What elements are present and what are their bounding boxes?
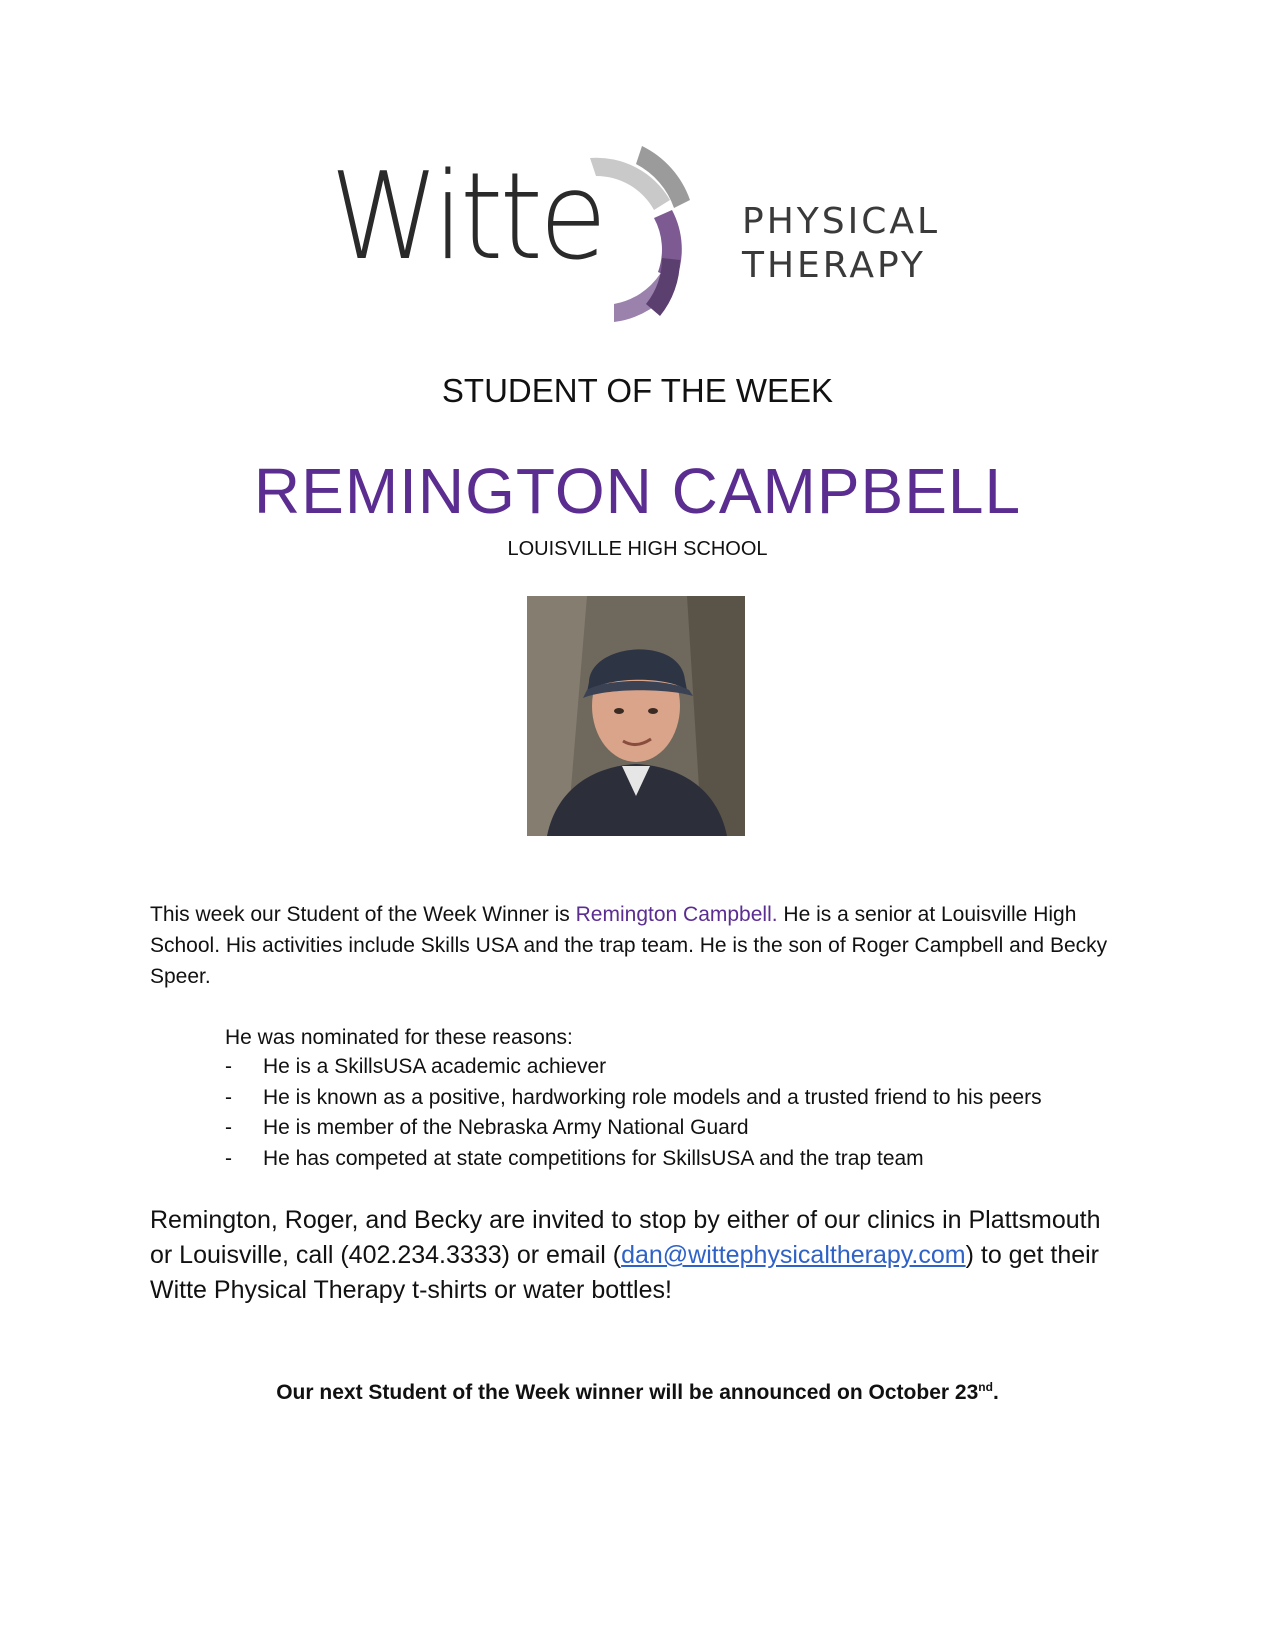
witte-logo (330, 140, 950, 340)
list-item: - He is member of the Nebraska Army National Guard (225, 1116, 749, 1139)
intro-student-name: Remington Campbell. (575, 903, 778, 926)
student-name: REMINGTON CAMPBELL (253, 455, 1022, 527)
invite-paragraph: Remington, Roger, and Becky are invited to stop by either of our clinics in Plattsmouth or Louisville, call (402.234.3333) or email (dan@wittephysicaltherapy.com) to get their Witte Physical Therapy t-shirts or water bottles! (150, 1206, 1101, 1304)
page-heading: STUDENT OF THE WEEK (441, 372, 834, 409)
logo-arc-icon (550, 140, 720, 340)
student-portrait-icon (527, 596, 745, 836)
logo-wordmark: Witte (330, 148, 604, 287)
list-item: - He is known as a positive, hardworking role models and a trusted friend to his peers (225, 1085, 1042, 1109)
student-photo (527, 596, 745, 836)
email-link[interactable]: dan@wittephysicaltherapy.com (621, 1241, 966, 1269)
list-item: - He is a SkillsUSA academic achiever (225, 1055, 607, 1078)
reasons-list (225, 1052, 1042, 1174)
reasons-label: He was nominated for these reasons: (225, 1026, 573, 1049)
list-item: - He has competed at state competitions for SkillsUSA and the trap team (225, 1146, 924, 1170)
intro-paragraph: This week our Student of the Week Winner is Remington Campbell. He is a senior at Louisville High School. His activities include Skills USA and the trap team. He is the son of Roger Campbell and Becky Speer. (150, 903, 1108, 988)
logo-line-physical: PHYSICAL (742, 201, 941, 242)
logo-line-therapy: THERAPY (742, 245, 926, 286)
logo-subtitle (742, 200, 940, 288)
next-announcement: Our next Student of the Week winner will be announced on October 23nd. (276, 1380, 999, 1404)
school-name: LOUISVILLE HIGH SCHOOL (507, 538, 768, 560)
